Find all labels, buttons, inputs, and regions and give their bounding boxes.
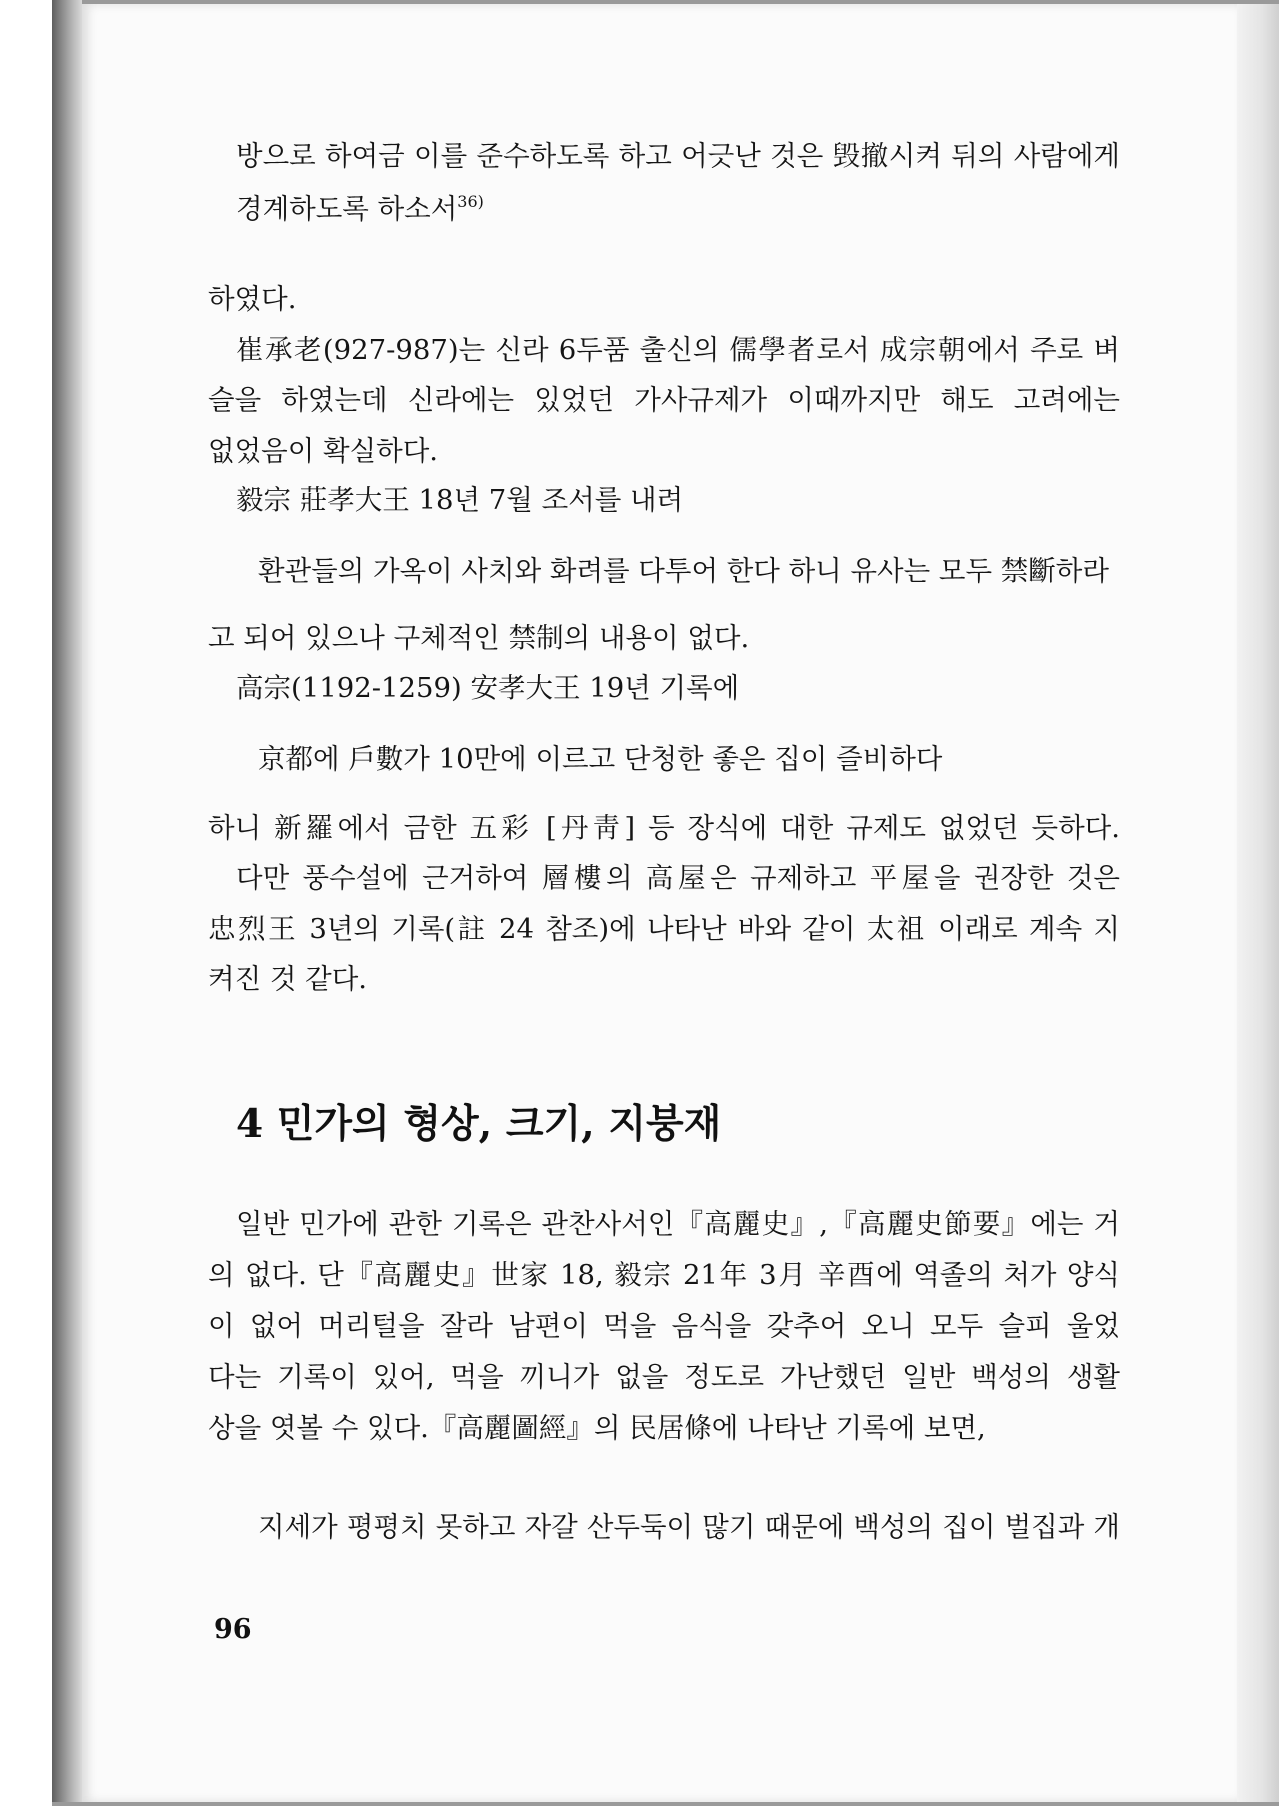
- paragraph-line: 상을 엿볼 수 있다.『高麗圖經』의 民居條에 나타난 기록에 보면,: [208, 1412, 986, 1444]
- quote-line-text: 경계하도록 하소서: [236, 193, 458, 225]
- book-spine-shadow: [52, 0, 82, 1806]
- section-heading: 4 민가의 형상, 크기, 지붕재: [236, 1101, 722, 1147]
- paragraph-line: 고 되어 있으나 구체적인 禁制의 내용이 없다.: [208, 622, 750, 654]
- paragraph-line: 다는 기록이 있어, 먹을 끼니가 없을 정도로 가난했던 일반 백성의 생활: [208, 1361, 1120, 1393]
- book-bottom-edge: [52, 1802, 1279, 1806]
- paragraph-line: 일반 민가에 관한 기록은 관찬사서인『高麗史』,『高麗史節要』에는 거: [236, 1208, 1120, 1240]
- paragraph-line: 의 없다. 단『高麗史』世家 18, 毅宗 21年 3月 辛酉에 역졸의 처가 양식: [208, 1259, 1120, 1291]
- footnote-marker: 36): [457, 192, 484, 211]
- paragraph-line: 다만 풍수설에 근거하여 層樓의 高屋은 규제하고 平屋을 권장한 것은: [236, 862, 1120, 894]
- paragraph-line: 하였다.: [208, 283, 297, 315]
- page-right-edge: [1237, 4, 1279, 1802]
- page-number: 96: [214, 1614, 252, 1645]
- paragraph-line: 슬을 하였는데 신라에는 있었던 가사규제가 이때까지만 해도 고려에는: [208, 384, 1120, 416]
- paragraph-line: 하니 新羅에서 금한 五彩 [丹靑] 등 장식에 대한 규제도 없었던 듯하다.: [208, 812, 1120, 844]
- paragraph-line: 崔承老(927-987)는 신라 6두품 출신의 儒學者로서 成宗朝에서 주로 벼: [236, 334, 1120, 366]
- quote-line-with-footnote: [236, 176, 484, 235]
- paragraph-line: 없었음이 확실하다.: [208, 435, 439, 467]
- quote-line: 京都에 戶數가 10만에 이르고 단청한 좋은 집이 즐비하다: [258, 743, 943, 775]
- paragraph-line: 켜진 것 같다.: [208, 963, 368, 995]
- quote-line: 방으로 하여금 이를 준수하도록 하고 어긋난 것은 毁撤시켜 뒤의 사람에게: [236, 140, 1120, 172]
- quote-line: 환관들의 가옥이 사치와 화려를 다투어 한다 하니 유사는 모두 禁斷하라: [258, 555, 1109, 587]
- paragraph-line: 高宗(1192-1259) 安孝大王 19년 기록에: [236, 672, 740, 704]
- paragraph-line: 毅宗 莊孝大王 18년 7월 조서를 내려: [236, 484, 684, 516]
- quote-line: 지세가 평평치 못하고 자갈 산두둑이 많기 때문에 백성의 집이 벌집과 개: [258, 1511, 1120, 1543]
- paragraph-line: 忠烈王 3년의 기록(註 24 참조)에 나타난 바와 같이 太祖 이래로 계속 지: [208, 913, 1120, 945]
- paragraph-line: 이 없어 머리털을 잘라 남편이 먹을 음식을 갖추어 오니 모두 슬피 울었: [208, 1310, 1120, 1342]
